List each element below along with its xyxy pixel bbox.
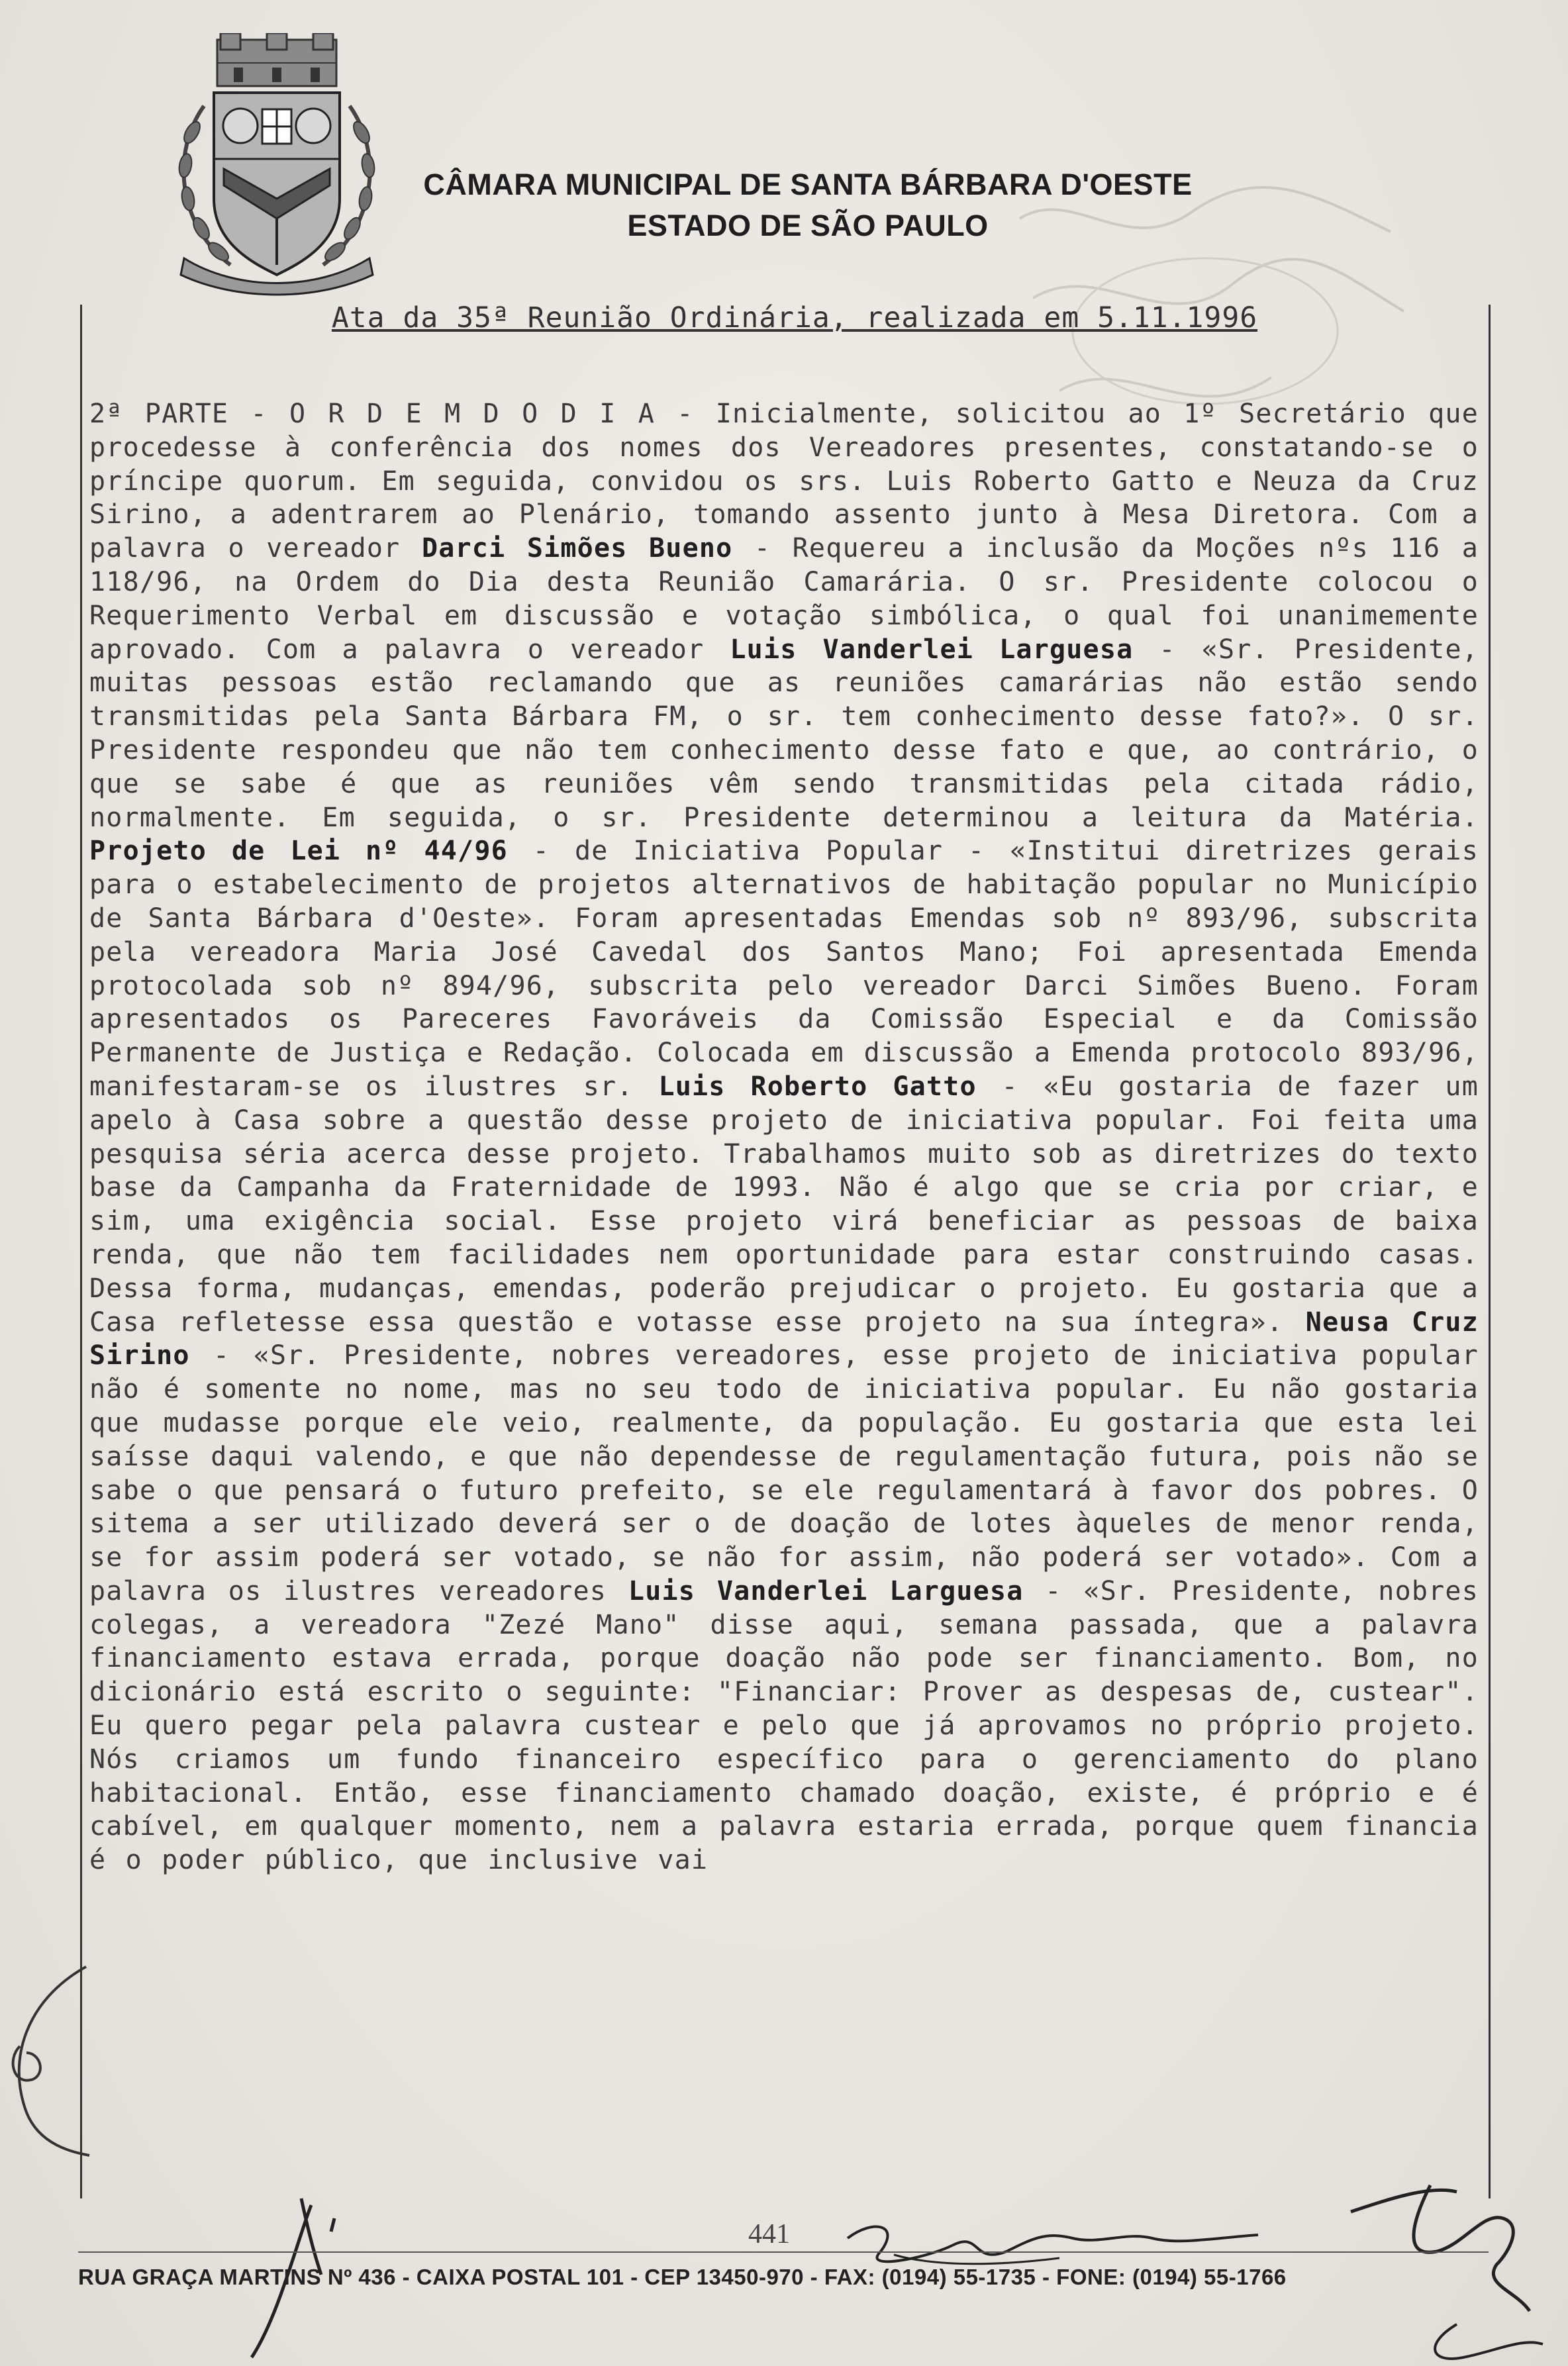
page-number: 441: [748, 2219, 790, 2249]
speaker-name: Luis Vanderlei Larguesa: [730, 634, 1134, 665]
text-segment: - «Eu gostaria de fazer um apelo à Casa sobre a questão desse projeto de iniciativa popular. Foi feita uma pesquisa séria acerca desse projeto. Trabalhamos muito sob as diretrizes do texto base da Campanha da Fraternidade de 1993. Não é algo que se cria por criar, e sim, uma exigência social. Esse projeto virá beneficiar as pessoas de baixa renda, que não tem facilidades nem oportunidade para estar construindo casas. Dessa forma, mudanças, emendas, poderão prejudicar o projeto. Eu gostaria que a Casa refletesse essa questão e votasse esse projeto na sua íntegra».: [89, 1071, 1479, 1338]
text-segment: - «Sr. Presidente, muitas pessoas estão reclamando que as reuniões camarárias não estão sendo transmitidas pela Santa Bárbara FM, o sr. tem conhecimento desse fato?». O sr. Presidente respondeu que não tem conhecimento desse fato e que, ao contrário, o que se sabe é que as reuniões vêm sendo transmitidas pela citada rádio, normalmente. Em seguida, o sr. Presidente determinou a leitura da Matéria.: [89, 634, 1479, 833]
bill-reference: Projeto de Lei nº 44/96: [89, 836, 508, 867]
text-segment: - de Iniciativa Popular - «Institui diretrizes gerais para o estabelecimento de projetos alternativos de habitação popular no Município de Santa Bárbara d'Oeste». Foram apresentadas Emendas sob nº 893/96, subscrita pela vereadora Maria José Cavedal dos Santos Mano; Foi apresentada Emenda protocolada sob nº 894/96, subscrita pelo vereador Darci Simões Bueno. Foram apresentados os Pareceres Favoráveis da Comissão Especial e da Comissão Permanente de Justiça e Redação. Colocada em discussão a Emenda protocolo 893/96, manifestaram-se os ilustres sr.: [89, 836, 1479, 1102]
speaker-name: Neusa Cruz Sirino: [89, 1306, 1479, 1371]
minutes-paragraph: [89, 397, 1479, 1877]
minutes-title: Ata da 35ª Reunião Ordinária, realizada em 5.11.1996: [331, 301, 1258, 334]
text-segment: - Requereu a inclusão da Moções nºs 116 a 118/96, na Ordem do Dia desta Reunião Camarária. O sr. Presidente colocou o Requerimento Verbal em discussão e votação simbólica, o qual foi unanimemente aprovado. Com a palavra o vereador: [89, 533, 1479, 665]
left-frame-line: [80, 305, 82, 2198]
text-segment: - «Sr. Presidente, nobres vereadores, esse projeto de iniciativa popular não é somente no nome, mas no seu todo de iniciativa popular. Eu não gostaria que mudasse porque ele veio, realmente, da população. Eu gostaria que esta lei saísse daqui valendo, e que não dependesse de regulamentação futura, pois não se sabe o que pensará o futuro prefeito, se ele regulamentará à favor dos pobres. O sitema a ser utilizado deverá ser o de doação de lotes àqueles de menor renda, se for assim poderá ser votado, se não for assim, não poderá ser votado». Com a palavra os ilustres vereadores: [89, 1340, 1479, 1606]
footer-address: RUA GRAÇA MARTINS Nº 436 - CAIXA POSTAL 101 - CEP 13450-970 - FAX: (0194) 55-1735 - FONE: (0194) 55-1766: [78, 2265, 1287, 2289]
right-frame-line: [1489, 305, 1491, 2198]
minutes-body: [89, 397, 1479, 2159]
municipal-coat-of-arms: [158, 33, 396, 298]
text-segment: - «Sr. Presidente, nobres colegas, a vereadora "Zezé Mano" disse aqui, semana passada, que a palavra financiamento estava errada, porque doação não pode ser financiamento. Bom, no dicionário está escrito o seguinte: "Financiar: Prover as despesas de, custear". Eu quero pegar pela palavra custear e pelo que já aprovamos no próprio projeto. Nós criamos um fundo financeiro específico para o gerenciamento do plano habitacional. Então, esse financiamento chamado doação, existe, é próprio e é cabível, em qualquer momento, nem a palavra estaria errada, porque quem financia é o poder público, que inclusive vai: [89, 1575, 1479, 1876]
margin-handwritten-mark: [0, 1960, 93, 2159]
speaker-name: Darci Simões Bueno: [421, 533, 733, 564]
footer-divider: [78, 2251, 1489, 2253]
speaker-name: Luis Vanderlei Larguesa: [628, 1575, 1024, 1606]
state-name: ESTADO DE SÃO PAULO: [627, 209, 989, 242]
speaker-name: Luis Roberto Gatto: [658, 1071, 977, 1102]
institution-name: CÂMARA MUNICIPAL DE SANTA BÁRBARA D'OESTE: [423, 168, 1193, 201]
text-segment: 2ª PARTE - O R D E M D O D I A - Inicialmente, solicitou ao 1º Secretário que procedesse à conferência dos nomes dos Vereadores presentes, constatando-se o príncipe quorum. Em seguida, convidou os srs. Luis Roberto Gatto e Neuza da Cruz Sirino, a adentrarem ao Plenário, tomando assento junto à Mesa Diretora. Com a palavra o vereador: [89, 399, 1479, 564]
